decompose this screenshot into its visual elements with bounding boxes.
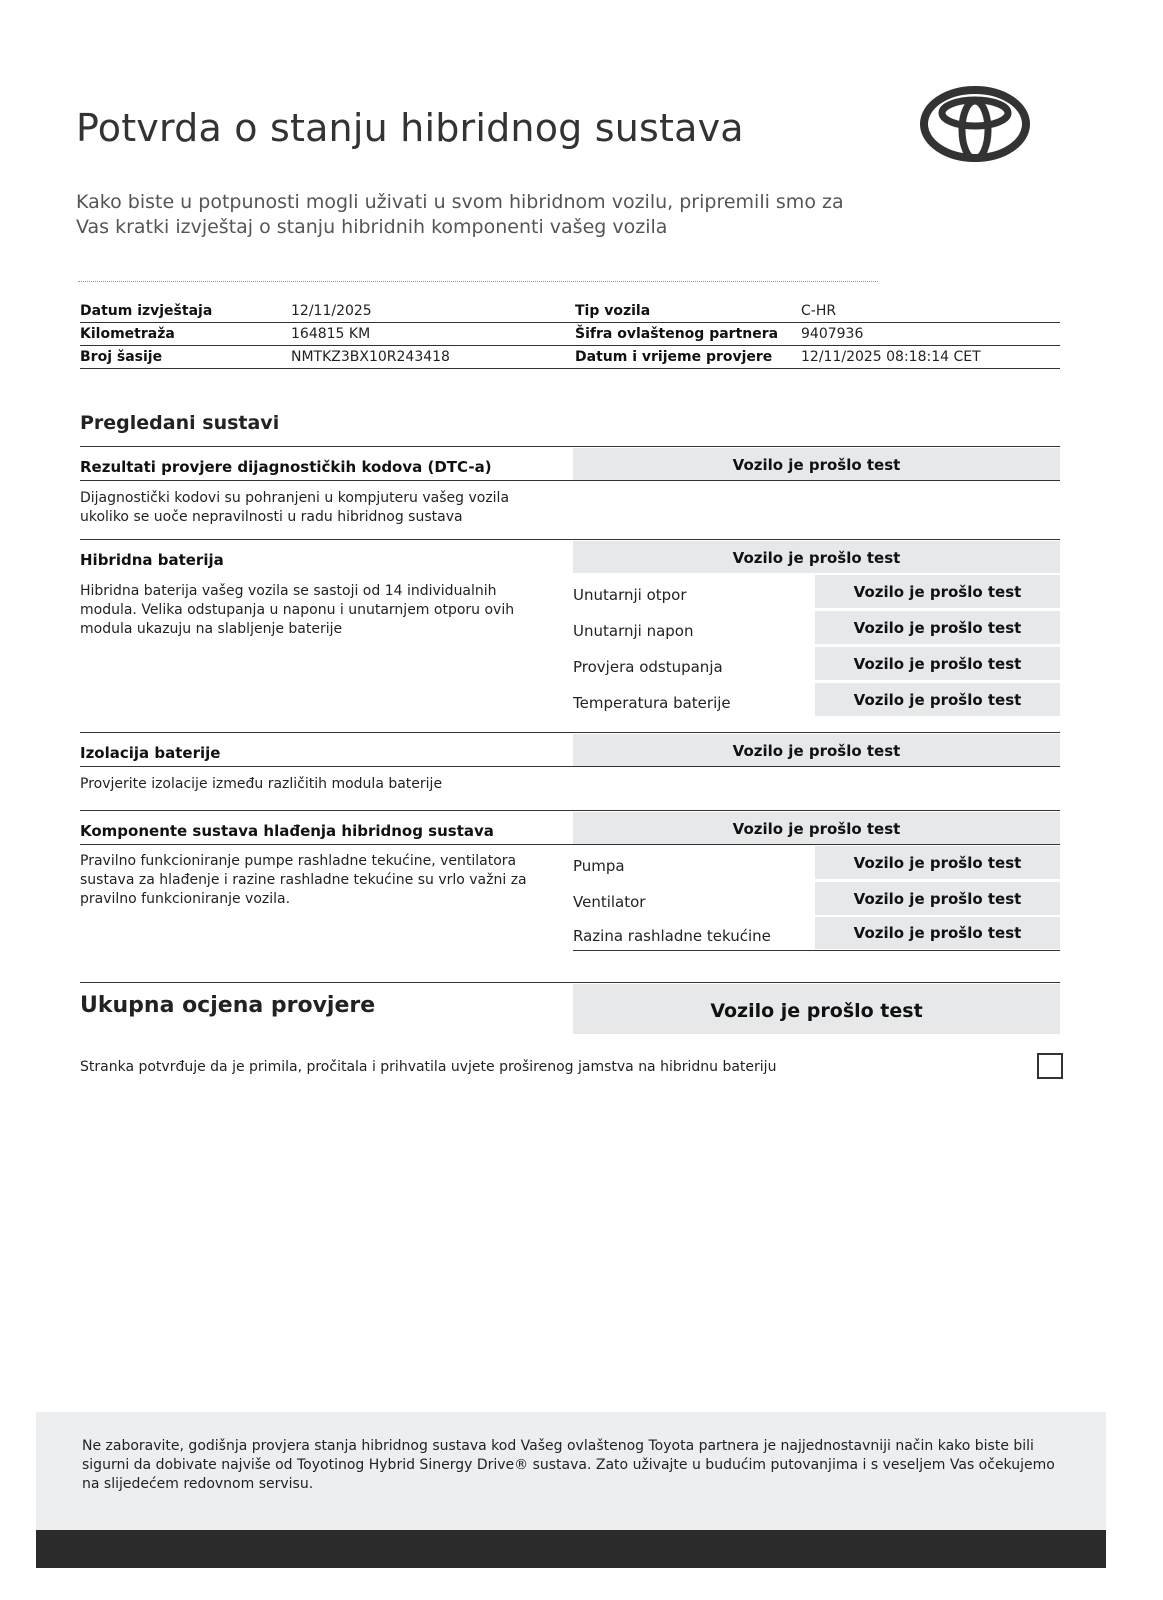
- intro-text: Kako biste u potpunosti mogli uživati u svom hibridnom vozilu, pripremili smo za Vas kratki izvještaj o stanju hibridnih komponenti vašeg vozila: [76, 191, 844, 238]
- page-title: Potvrda o stanju hibridnog sustava: [76, 106, 744, 150]
- divider: [80, 480, 1060, 481]
- section-title-cooling: Komponente sustava hlađenja hibridnog sustava: [80, 822, 494, 840]
- check-label: Unutarnji otpor: [573, 586, 687, 604]
- consent-checkbox[interactable]: [1037, 1053, 1063, 1079]
- info-value: C-HR: [801, 303, 837, 319]
- status-badge: Vozilo je prošlo test: [853, 924, 1022, 942]
- divider: [80, 810, 1060, 811]
- status-badge: Vozilo je prošlo test: [853, 583, 1022, 601]
- divider: [80, 539, 1060, 540]
- divider: [80, 766, 1060, 767]
- info-value: 12/11/2025 08:18:14 CET: [801, 349, 981, 365]
- divider: [573, 950, 1060, 951]
- status-badge: Vozilo je prošlo test: [732, 742, 901, 760]
- info-row: [80, 300, 1060, 323]
- divider: [78, 281, 878, 282]
- vehicle-info-table: [80, 300, 1060, 369]
- status-badge: Vozilo je prošlo test: [732, 549, 901, 567]
- info-value: 9407936: [801, 326, 864, 342]
- status-badge: Vozilo je prošlo test: [853, 691, 1022, 709]
- section-description: Dijagnostički kodovi su pohranjeni u kompjuteru vašeg vozila ukoliko se uoče nepravilnosti u radu hibridnog sustava: [80, 490, 510, 525]
- section-title-battery: Hibridna baterija: [80, 551, 224, 569]
- info-label: Kilometraža: [80, 326, 175, 342]
- info-row: [80, 323, 1060, 346]
- info-value: NMTKZ3BX10R243418: [291, 349, 450, 365]
- overall-title: Ukupna ocjena provjere: [80, 993, 376, 1018]
- info-value: 12/11/2025: [291, 303, 372, 319]
- info-row: [80, 346, 1060, 369]
- divider: [80, 732, 1060, 733]
- check-label: Provjera odstupanja: [573, 658, 723, 676]
- info-value: 164815 KM: [291, 326, 371, 342]
- divider: [80, 844, 1060, 845]
- status-badge: Vozilo je prošlo test: [853, 890, 1022, 908]
- footer-text: Ne zaboravite, godišnja provjera stanja hibridnog sustava kod Vašeg ovlaštenog Toyota partnera je najjednostavniji način kako biste bili sigurni da dobivate najviše od Toyotinog Hybrid Sinergy Drive® sustava. Zato uživajte u budućim putovanjima i s veseljem Vas očekujemo na slijedećem redovnom servisu.: [82, 1438, 1055, 1492]
- systems-heading: Pregledani sustavi: [80, 412, 280, 434]
- info-label: Šifra ovlaštenog partnera: [575, 326, 779, 342]
- info-label: Datum i vrijeme provjere: [575, 349, 773, 365]
- info-label: Tip vozila: [575, 303, 651, 319]
- divider: [80, 982, 1060, 983]
- status-badge: Vozilo je prošlo test: [853, 619, 1022, 637]
- info-label: Datum izvještaja: [80, 303, 213, 319]
- section-title-isolation: Izolacija baterije: [80, 744, 221, 762]
- consent-text: Stranka potvrđuje da je primila, pročitala i prihvatila uvjete proširenog jamstva na hibridnu bateriju: [80, 1059, 777, 1075]
- status-badge: Vozilo je prošlo test: [732, 456, 901, 474]
- check-label: Pumpa: [573, 857, 625, 875]
- section-description: Provjerite izolacije između različitih modula baterije: [80, 776, 443, 792]
- check-label: Unutarnji napon: [573, 622, 694, 640]
- divider: [80, 446, 1060, 447]
- footer-bar: [36, 1530, 1106, 1568]
- info-label: Broj šasije: [80, 349, 163, 365]
- check-label: Razina rashladne tekućine: [573, 927, 771, 945]
- status-badge: Vozilo je prošlo test: [853, 854, 1022, 872]
- overall-status-badge: Vozilo je prošlo test: [710, 1000, 923, 1022]
- section-description: Pravilno funkcioniranje pumpe rashladne tekućine, ventilatora sustava za hlađenje i razine rashladne tekućine su vrlo važni za pravilno funkcioniranje vozila.: [80, 853, 527, 907]
- toyota-logo: [920, 86, 1030, 162]
- section-description: Hibridna baterija vašeg vozila se sastoji od 14 individualnih modula. Velika odstupanja u naponu i unutarnjem otporu ovih modula ukazuju na slabljenje baterije: [80, 583, 515, 637]
- check-label: Ventilator: [573, 893, 646, 911]
- status-badge: Vozilo je prošlo test: [853, 655, 1022, 673]
- status-badge: Vozilo je prošlo test: [732, 820, 901, 838]
- section-title-dtc: Rezultati provjere dijagnostičkih kodova (DTC-a): [80, 458, 492, 476]
- check-label: Temperatura baterije: [573, 694, 731, 712]
